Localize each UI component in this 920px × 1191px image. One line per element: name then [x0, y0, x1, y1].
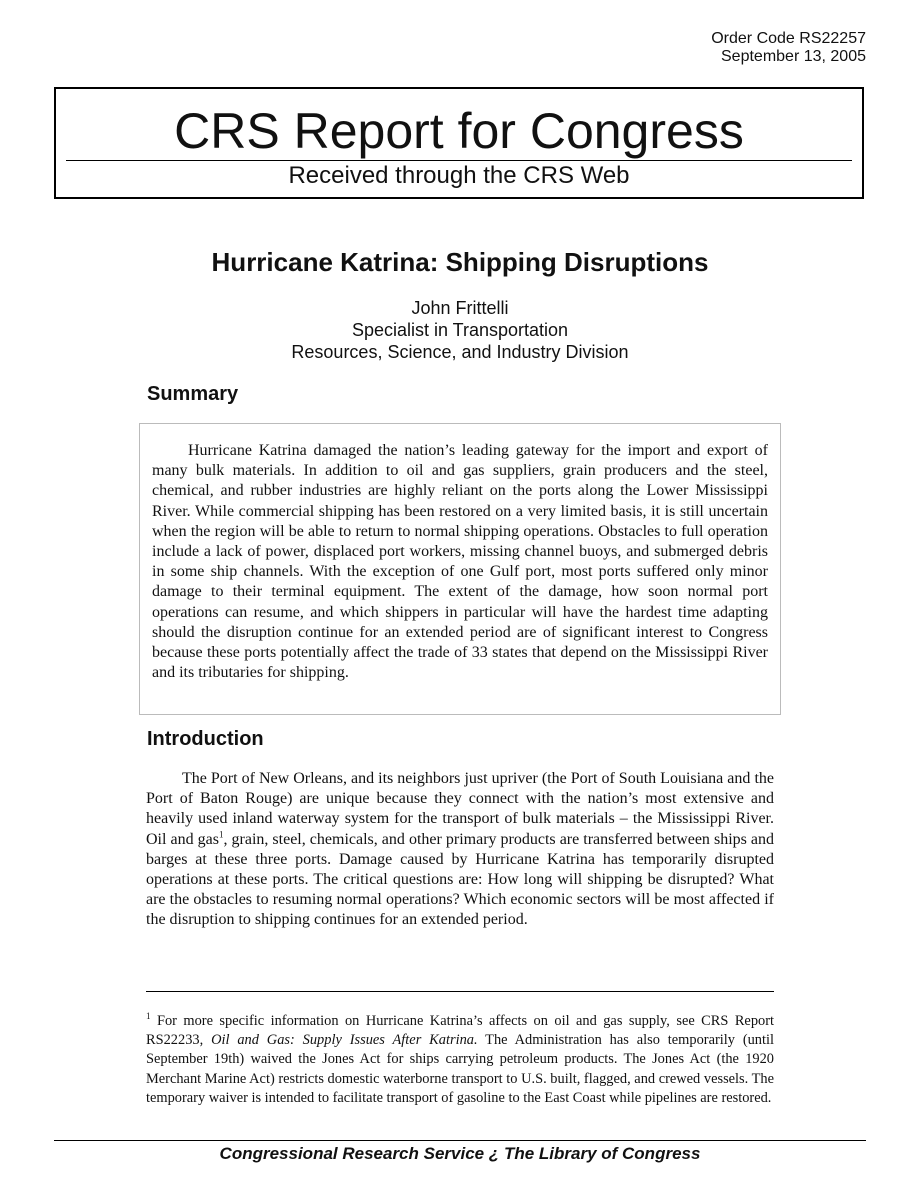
footnote-number: 1: [146, 1011, 151, 1022]
author-name: John Frittelli: [411, 298, 509, 318]
order-code: Order Code RS22257: [711, 30, 866, 47]
report-date: September 13, 2005: [721, 48, 866, 65]
footnote-text-part-1: For more specific information on Hurricane Katrina’s affects on oil and gas supply, see CRS Report RS22233,: [146, 1013, 774, 1049]
summary-box: [139, 423, 781, 715]
footnote: [146, 1012, 774, 1108]
summary-heading: Summary: [147, 383, 239, 405]
banner-divider: [66, 160, 852, 161]
author-role: Specialist in Transportation: [351, 320, 569, 340]
introduction-heading: Introduction: [147, 728, 264, 750]
intro-text-part-2: , grain, steel, chemicals, and other primary products are transferred between ships and barges at these three ports. Damage caused by Hurricane Katrina has temporarily disrupted operations at these ports. The critical questions are: How long will shipping be disrupted? What are the obstacles to resuming normal operations? Which economic sectors will be most affected if the disruption to shipping continues for an extended period.: [146, 830, 775, 929]
summary-paragraph: Hurricane Katrina damaged the nation’s leading gateway for the import and export of many bulk materials. In addition to oil and gas suppliers, grain producers and the steel, chemical, and rubber industries are highly reliant on the ports along the Lower Mississippi River. While commercial shipping has been restored on a very limited basis, it is still uncertain when the region will be able to return to normal shipping operations. Obstacles to full operation include a lack of power, displaced port workers, missing channel buoys, and submerged debris in some ship channels. With the exception of one Gulf port, most ports suffered only minor damage to their terminal equipment. The extent of the damage, how soon normal port operations can resume, and which shippers in particular will have the hardest time adapting should the disruption continue for an extended period are of significant interest to Congress because these ports potentially affect the trade of 33 states that depend on the Mississippi River and its tributaries for shipping.: [152, 442, 768, 682]
banner-subtitle: Received through the CRS Web: [288, 162, 630, 189]
footnote-text-part-2: The Administration has also temporarily (until September 19th) waived the Jones Act for ships carrying petroleum products. The Jones Act (the 1920 Merchant Marine Act) restricts domestic waterborne transport to U.S. built, flagged, and crewed vessels. The temporary waiver is intended to facilitate transport of gasoline to the East Coast while pipelines are restored.: [146, 1032, 774, 1106]
document-title: Hurricane Katrina: Shipping Disruptions: [211, 247, 709, 277]
footnote-divider: [146, 991, 774, 992]
banner-title: CRS Report for Congress: [174, 103, 744, 159]
intro-text-part-1: The Port of New Orleans, and its neighbors just upriver (the Port of South Louisiana and the Port of Baton Rouge) are unique because they connect with the nation’s most extensive and heavily used inland waterway system for the transport of bulk materials – the Mississippi River. Oil and gas: [146, 770, 774, 848]
author-division: Resources, Science, and Industry Division: [291, 342, 629, 362]
page-footer: Congressional Research Service ¿ The Library of Congress: [219, 1144, 701, 1163]
footnote-cited-title: Oil and Gas: Supply Issues After Katrina.: [211, 1032, 478, 1049]
author-block: [0, 297, 920, 363]
footer-divider: [54, 1140, 866, 1141]
order-info: [711, 30, 866, 66]
footnote-ref[interactable]: 1: [218, 829, 224, 840]
crs-banner: [54, 87, 864, 199]
introduction-paragraph: [146, 769, 774, 931]
